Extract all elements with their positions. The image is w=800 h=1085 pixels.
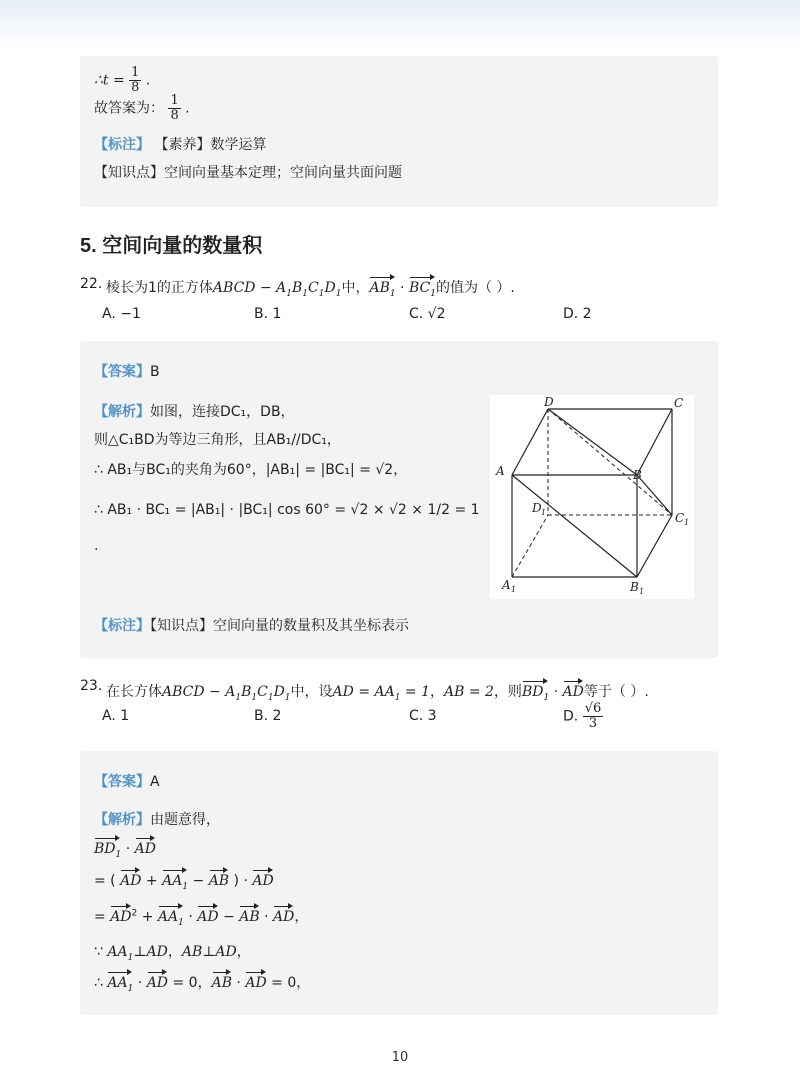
t-equation: ∴t = $\frac{1}{8}$ . [94, 65, 151, 95]
q22-cube-name: ABCD − $A_1B_1C_1D_1$ [212, 280, 342, 299]
note-text: 【素养】数学运算 [154, 137, 267, 153]
q23-derivation-2: = ( AD + $AA_1$ − AB ) · AD [94, 867, 274, 895]
label-d: D [544, 395, 554, 409]
cube-figure [490, 395, 694, 599]
q23-answer-value: A [150, 774, 160, 790]
label-a1: A [502, 578, 511, 592]
answer-line: 故答案为： $\frac{1}{8}$ . [94, 93, 190, 123]
q23-analysis-tag: 【解析】 [94, 812, 150, 828]
cube-diagram [490, 395, 694, 599]
q22-analysis-text-1: 如图，连接DC₁，DB， [150, 404, 295, 420]
q22-note-tag: 【标注】 [94, 618, 150, 634]
label-d1: D [532, 501, 542, 515]
q22-answer-tag: 【答案】 [94, 364, 150, 380]
label-b1: B [630, 580, 639, 594]
q22-stem-mid: 中， [341, 280, 370, 296]
page-header-band [0, 0, 800, 50]
q23-option-d[interactable] [563, 702, 603, 731]
prev-answer-box [80, 56, 718, 207]
q22-vec-ab1: $AB_1$ [369, 274, 395, 302]
q23-answer-line [94, 773, 160, 791]
q22-stem: 棱长为1的正方体ABCD − $A_1B_1C_1D_1$中，$AB_1 \cdot BC_1$的值为（ ）. [106, 274, 515, 303]
page-number: 10 [391, 1050, 409, 1065]
knowledge-line: 【知识点】空间向量基本定理；空间向量共面问题 [94, 165, 402, 181]
q23-answer-tag: 【答案】 [94, 774, 150, 790]
q23-option-a[interactable]: A. 1 [102, 708, 130, 724]
q22-analysis-1 [94, 403, 295, 421]
q23-vec-bd1: $BD_1$ [522, 678, 549, 706]
q22-option-c[interactable]: C. √2 [409, 306, 446, 322]
q22-analysis-4: ∴ AB₁ · BC₁ = |AB₁| · |BC₁| cos 60° = √2 × √2 × 1/2 = 1 [94, 502, 480, 518]
q22-stem-post: 的值为（ ）. [435, 280, 515, 296]
q23-solution-box [80, 751, 718, 1015]
q22-option-a[interactable]: A. −1 [102, 306, 141, 322]
q22-option-b[interactable]: B. 1 [254, 306, 282, 322]
q23-stem-mid: 中，设 [290, 684, 333, 700]
t-fraction: $\frac{1}{8}$ [131, 65, 140, 95]
q23-vec-ad: AD [563, 678, 584, 700]
label-c: C [674, 396, 684, 410]
q23-stem: 在长方体ABCD − $A_1B_1C_1D_1$中，设AD = $AA_1 = 1$，AB = 2，则$BD_1$ · AD等于（ ）. [106, 678, 649, 707]
q23-derivation-1: $BD_1$ · AD [94, 835, 156, 863]
q22-answer-value: B [150, 364, 160, 380]
t-line: ∴t = [94, 72, 125, 89]
note-line [94, 136, 266, 154]
q23-option-c[interactable]: C. 3 [409, 708, 437, 724]
q22-stem-pre: 棱长为1的正方体 [106, 280, 213, 296]
q23-number: 23. [80, 678, 103, 694]
svg-text:1: 1 [511, 585, 517, 594]
label-c1: C [675, 511, 685, 525]
q22-option-d[interactable]: D. 2 [563, 306, 592, 322]
q23-stem-pre: 在长方体 [106, 684, 162, 700]
answer-fraction: $\frac{1}{8}$ [170, 93, 179, 123]
q22-analysis-tag: 【解析】 [94, 404, 150, 420]
q23-analysis-text-1: 由题意得， [150, 812, 220, 828]
q22-answer-line [94, 363, 160, 381]
label-a: A [496, 464, 505, 478]
svg-text:1: 1 [684, 518, 690, 527]
q23-stem-post: 等于（ ）. [583, 684, 649, 700]
q23-option-d-label: D. [563, 708, 579, 725]
q22-analysis-3: ∴ AB₁与BC₁的夹角为60°，|AB₁| = |BC₁| = √2， [94, 462, 408, 478]
q23-derivation-3: = $AD^2 + AA_1$ · AD − AB · AD， [94, 903, 308, 931]
q22-analysis-2: 则△C₁BD为等边三角形，且AB₁//DC₁， [94, 432, 341, 448]
q23-box-name: ABCD − $A_1B_1C_1D_1$ [162, 684, 291, 703]
q23-option-b[interactable]: B. 2 [254, 708, 282, 724]
q23-option-d-fraction: $\frac{√6}{3}$ [584, 701, 602, 731]
q23-derivation-4: ∵ $AA_1\perp AD$，AB⊥AD， [94, 944, 251, 963]
q22-number: 22. [80, 276, 103, 292]
answer-prefix: 故答案为： [94, 100, 164, 117]
q22-vec-bc1: $BC_1$ [409, 274, 436, 302]
q23-conditions: AD = $AA_1 = 1$ [332, 684, 430, 703]
section-title: 5. 空间向量的数量积 [80, 235, 263, 257]
q23-derivation-5: ∴ $AA_1$ · AD = 0，AB · AD = 0， [94, 969, 310, 997]
q22-note-text: 【知识点】空间向量的数量积及其坐标表示 [150, 618, 409, 634]
svg-text:1: 1 [639, 587, 645, 596]
q23-analysis-1 [94, 811, 220, 829]
note-tag: 【标注】 [94, 137, 150, 153]
q22-note-line [94, 617, 409, 635]
svg-text:1: 1 [541, 508, 547, 517]
label-b: B [633, 468, 642, 482]
q22-analysis-5: . [94, 538, 99, 554]
